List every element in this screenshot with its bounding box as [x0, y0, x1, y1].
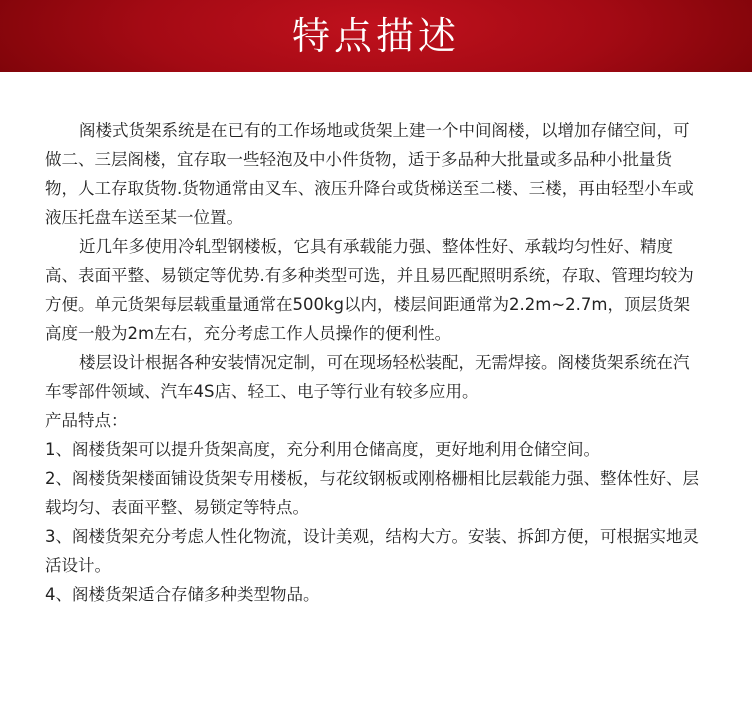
paragraph-applications: 楼层设计根据各种安装情况定制，可在现场轻松装配，无需焊接。阁楼货架系统在汽车零部件领域、汽车4S店、轻工、电子等行业有较多应用。 [45, 353, 690, 401]
paragraph-intro: 阁楼式货架系统是在已有的工作场地或货架上建一个中间阁楼，以增加存储空间，可做二、三层阁楼，宜存取一些轻泡及中小件货物，适于多品种大批量或多品种小批量货物，人工存取货物.货物通常由叉车、液压升降台或货梯送至二楼、三楼，再由轻型小车或液压托盘车送至某一位置。 [45, 121, 694, 227]
features-heading: 产品特点： [45, 411, 128, 430]
feature-item-2: 2、阁楼货架楼面铺设货架专用楼板，与花纹钢板或刚格栅相比层载能力强、整体性好、层载均匀、表面平整、易锁定等特点。 [45, 469, 699, 517]
feature-item-3: 3、阁楼货架充分考虑人性化物流，设计美观，结构大方。安装、拆卸方便，可根据实地灵活设计。 [45, 527, 699, 575]
feature-item-4: 4、阁楼货架适合存储多种类型物品。 [45, 585, 320, 604]
feature-item-1: 1、阁楼货架可以提升货架高度，充分利用仓储高度，更好地利用仓储空间。 [45, 440, 600, 459]
page-title: 特点描述 [291, 14, 460, 58]
paragraph-advantages: 近几年多使用冷轧型钢楼板，它具有承载能力强、整体性好、承载均匀性好、精度高、表面平整、易锁定等优势.有多种类型可选，并且易匹配照明系统，存取、管理均较为方便。单元货架每层载重量通常在500kg以内，楼层间距通常为2.2m~2.7m，顶层货架高度一般为2m左右，充分考虑工作人员操作的便利性。 [45, 237, 694, 343]
description-body [45, 116, 700, 609]
